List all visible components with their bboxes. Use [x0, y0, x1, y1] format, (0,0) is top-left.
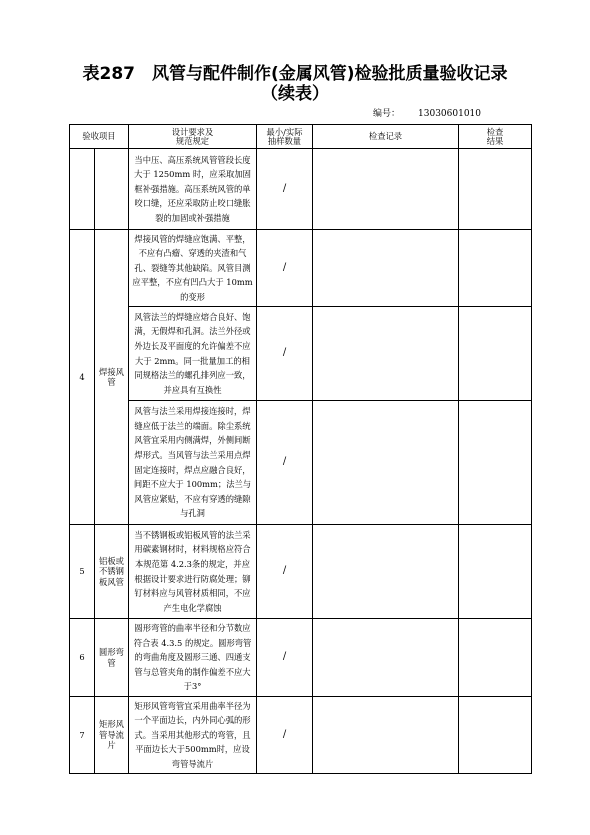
document-title: [0, 64, 590, 104]
table-row: [70, 307, 532, 401]
inspection-table: [69, 124, 532, 774]
record-cell[interactable]: [313, 149, 459, 230]
document-code: [373, 106, 481, 119]
title-line-1: 表287 风管与配件制作(金属风管)检验批质量验收记录: [82, 64, 508, 84]
result-cell[interactable]: [459, 525, 532, 619]
requirement-cell: 当不锈钢板或铝板风管的法兰采用碳素钢材时，材料规格应符合本规范第 4.2.3条的规定，并应根据设计要求进行防腐处理；铆钉材料应与风管材质相同，不应产生电化学腐蚀: [129, 525, 257, 619]
sample-count-cell: /: [257, 149, 313, 230]
sample-count-cell: /: [257, 697, 313, 774]
result-cell[interactable]: [459, 619, 532, 697]
table-row: [70, 230, 532, 307]
record-cell[interactable]: [313, 619, 459, 697]
row-num-cell: 6: [70, 619, 95, 697]
table-header-row: [70, 125, 532, 149]
row-num-cell: 7: [70, 697, 95, 774]
requirement-cell: 当中压、高压系统风管管段长度大于 1250mm 时，应采取加固框补强措施。高压系统风管的单咬口缝，还应采取防止咬口缝胀裂的加固或补强措施: [129, 149, 257, 230]
table-row: [70, 525, 532, 619]
header-requirement: 设计要求及 规范规定: [129, 125, 257, 149]
record-cell[interactable]: [313, 401, 459, 525]
row-num-cell: [70, 149, 95, 230]
code-label: 编号：: [373, 109, 401, 119]
requirement-cell: 风管与法兰采用焊接连接时，焊缝应低于法兰的端面。除尘系统风管宜采用内侧满焊，外侧间断焊形式。当风管与法兰采用点焊固定连接时，焊点应融合良好，间距不应大于 100mm；法兰与风管应紧贴，不应有穿透的缝隙与孔洞: [129, 401, 257, 525]
row-num-cell: 5: [70, 525, 95, 619]
record-cell[interactable]: [313, 230, 459, 307]
row-item-cell: 矩形风管导流片: [95, 697, 129, 774]
record-cell[interactable]: [313, 697, 459, 774]
requirement-cell: 焊接风管的焊缝应饱满、平整，不应有凸瘤、穿透的夹渣和气孔、裂缝等其他缺陷。风管目测应平整，不应有凹凸大于 10mm 的变形: [129, 230, 257, 307]
sample-count-cell: /: [257, 230, 313, 307]
result-cell[interactable]: [459, 401, 532, 525]
header-item: 验收项目: [70, 125, 129, 149]
sample-count-cell: /: [257, 307, 313, 401]
header-sample-count: 最小/实际 抽样数量: [257, 125, 313, 149]
record-cell[interactable]: [313, 525, 459, 619]
requirement-cell: 圆形弯管的曲率半径和分节数应符合表 4.3.5 的规定。圆形弯管的弯曲角度及圆形三通、四通支管与总管夹角的制作偏差不应大于3°: [129, 619, 257, 697]
title-line-2: （续表）: [261, 84, 329, 104]
header-record: 检查记录: [313, 125, 459, 149]
requirement-cell: 矩形风管弯管宜采用曲率半径为一个平面边长，内外同心弧的形式。当采用其他形式的弯管，且平面边长大于500mm时，应设弯管导流片: [129, 697, 257, 774]
table-row: [70, 149, 532, 230]
table-row: [70, 697, 532, 774]
code-value: 13030601010: [418, 109, 482, 119]
result-cell[interactable]: [459, 149, 532, 230]
table-row: [70, 619, 532, 697]
result-cell[interactable]: [459, 307, 532, 401]
sample-count-cell: /: [257, 525, 313, 619]
result-cell[interactable]: [459, 230, 532, 307]
header-result: 检查 结果: [459, 125, 532, 149]
row-num-cell: 4: [70, 230, 95, 525]
row-item-cell: [95, 149, 129, 230]
sample-count-cell: /: [257, 401, 313, 525]
requirement-cell: 风管法兰的焊缝应熔合良好、饱满，无假焊和孔洞。法兰外径或外边长及平面度的允许偏差不应大于 2mm。同一批量加工的相同规格法兰的螺孔排列应一致，并应具有互换性: [129, 307, 257, 401]
record-cell[interactable]: [313, 307, 459, 401]
row-item-cell: 焊接风管: [95, 230, 129, 525]
sample-count-cell: /: [257, 619, 313, 697]
row-item-cell: 铝板或不锈钢板风管: [95, 525, 129, 619]
row-item-cell: 圆形弯管: [95, 619, 129, 697]
result-cell[interactable]: [459, 697, 532, 774]
table-row: [70, 401, 532, 525]
